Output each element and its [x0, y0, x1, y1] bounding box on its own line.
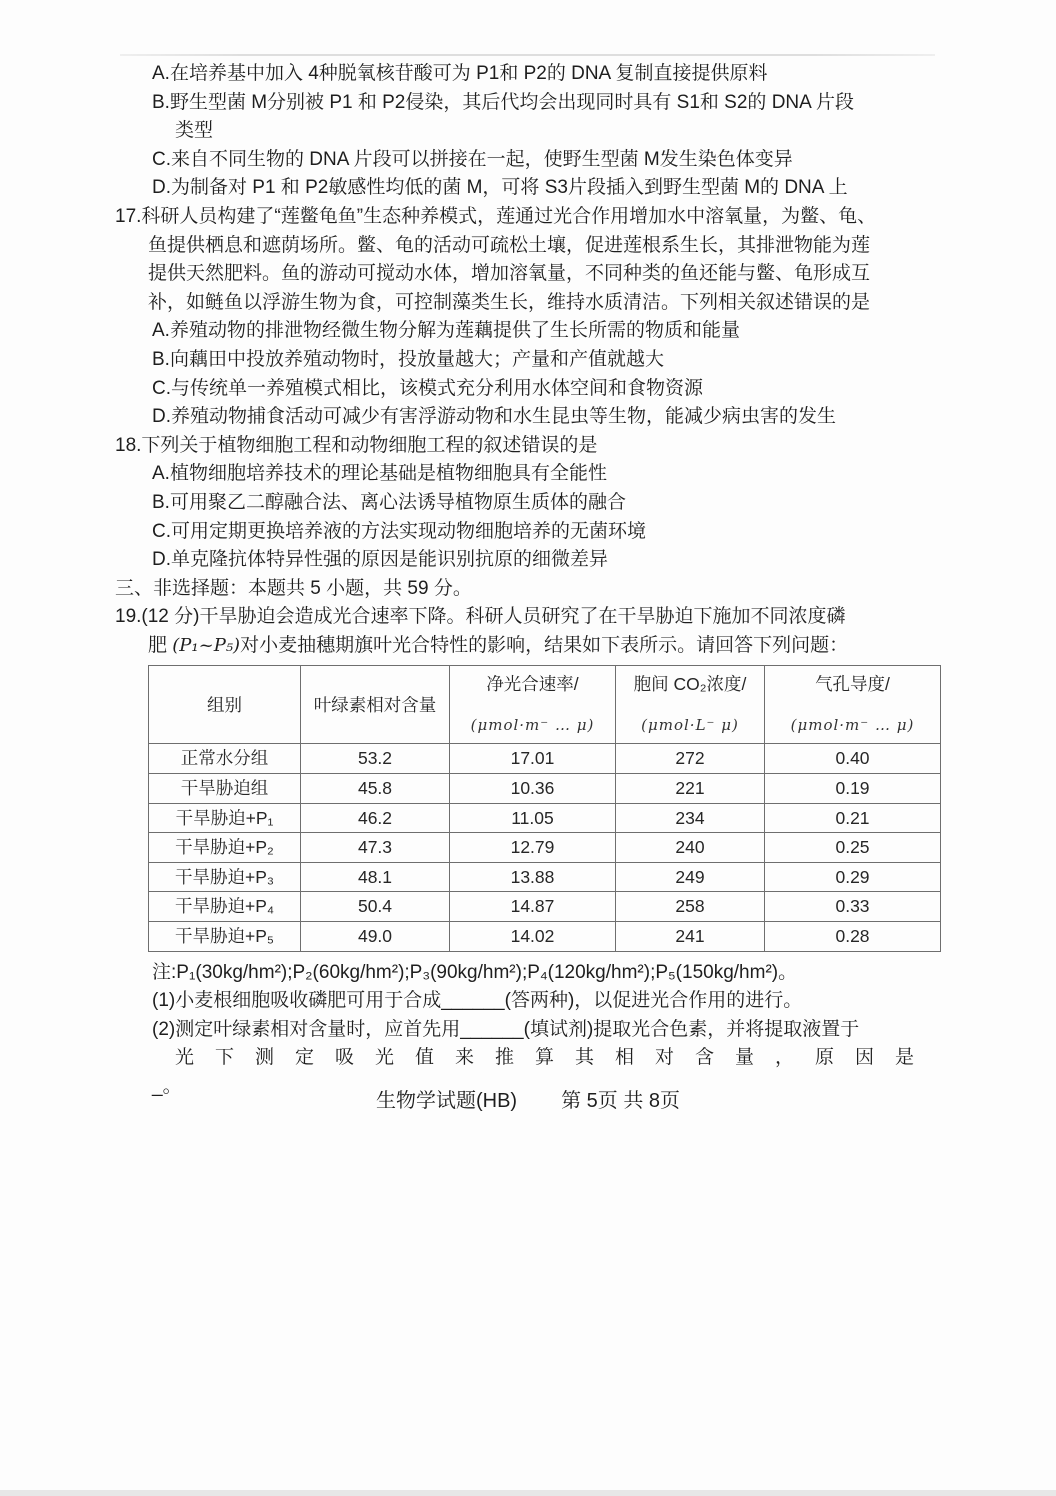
table-cell: 干旱胁迫+P₂	[149, 833, 301, 863]
table-cell: 49.0	[301, 922, 450, 952]
q18-option-a: A.植物细胞培养技术的理论基础是植物细胞具有全能性	[152, 463, 607, 485]
table-cell: 干旱胁迫+P₄	[149, 892, 301, 922]
table-cell: 14.02	[450, 922, 616, 952]
q17-stem-line-2: 鱼提供栖息和遮荫场所。鳖、龟的活动可疏松土壤，促进莲根系生长，其排泄物能为莲	[148, 234, 871, 256]
q18-stem: 18.下列关于植物细胞工程和动物细胞工程的叙述错误的是	[115, 434, 598, 456]
table-cell: 0.19	[765, 774, 941, 804]
table-cell: 45.8	[301, 774, 450, 804]
table-cell: 正常水分组	[149, 744, 301, 774]
col-header-conductance-label: 气孔导度/	[815, 673, 890, 694]
table-cell: 0.25	[765, 833, 941, 863]
q19-sub2-line-2: 光下测定吸光值来推算其相对含量，原因是	[175, 1047, 936, 1069]
q19-sub1: (1)小麦根细胞吸收磷肥可用于合成______(答两种)，以促进光合作用的进行。	[152, 990, 803, 1012]
q19-data-table	[148, 665, 941, 951]
col-header-group	[149, 666, 301, 744]
table-cell: 241	[616, 922, 765, 952]
footer-page-number: 第 5页 共 8页	[561, 1090, 681, 1112]
q17-option-b: B.向藕田中投放养殖动物时，投放量越大；产量和产值就越大	[152, 348, 664, 370]
table-cell: 0.29	[765, 862, 941, 892]
q18-option-c: C.可用定期更换培养液的方法实现动物细胞培养的无菌环境	[152, 520, 647, 542]
table-cell: 干旱胁迫组	[149, 774, 301, 804]
table-cell: 干旱胁迫+P₅	[149, 922, 301, 952]
table-cell: 0.21	[765, 803, 941, 833]
table-row	[149, 862, 941, 892]
q19-p-range: (P₁~P₅)	[172, 634, 241, 656]
q19-intro-post: 对小麦抽穗期旗叶光合特性的影响，结果如下表所示。请回答下列问题：	[240, 634, 849, 656]
col-header-co2-label: 胞间 CO₂浓度/	[633, 673, 747, 694]
table-cell: 干旱胁迫+P₁	[149, 803, 301, 833]
table-cell: 12.79	[450, 833, 616, 863]
q19-intro-line-1: 19.(12 分)干旱胁迫会造成光合速率下降。科研人员研究了在干旱胁迫下施加不同浓度磷	[115, 606, 846, 628]
col-unit-net-photosynthesis: (μmol·m⁻ … μ)	[470, 716, 595, 735]
q17-stem-line-4: 补，如鲢鱼以浮游生物为食，可控制藻类生长，维持水质清洁。下列相关叙述错误的是	[148, 291, 871, 313]
q19-sub2-line-1: (2)测定叶绿素相对含量时，应首先用______(填试剂)提取光合色素，并将提取液置于	[152, 1018, 860, 1040]
table-cell: 0.28	[765, 922, 941, 952]
q19-note: 注:P₁(30kg/hm²);P₂(60kg/hm²);P₃(90kg/hm²);P₄(120kg/hm²);P₅(150kg/hm²)。	[152, 961, 798, 983]
table-cell: 272	[616, 744, 765, 774]
table-cell: 干旱胁迫+P₃	[149, 862, 301, 892]
table-cell: 14.87	[450, 892, 616, 922]
q16-option-c: C.来自不同生物的 DNA 片段可以拼接在一起，使野生型菌 M发生染色体变异	[152, 148, 793, 170]
q17-stem-line-3: 提供天然肥料。鱼的游动可搅动水体，增加溶氧量，不同种类的鱼还能与鳖、龟形成互	[148, 263, 871, 285]
q18-option-b: B.可用聚乙二醇融合法、离心法诱导植物原生质体的融合	[152, 491, 626, 513]
q17-option-d: D.养殖动物捕食活动可减少有害浮游动物和水生昆虫等生物，能减少病虫害的发生	[152, 406, 837, 428]
table-cell: 240	[616, 833, 765, 863]
table-cell: 0.40	[765, 744, 941, 774]
table-row	[149, 922, 941, 952]
col-header-conductance	[765, 666, 941, 744]
table-cell: 234	[616, 803, 765, 833]
q16-option-a: A.在培养基中加入 4种脱氧核苷酸可为 P1和 P2的 DNA 复制直接提供原料	[152, 63, 768, 84]
q16-option-b-wrap: 类型	[175, 120, 214, 142]
table-cell: 11.05	[450, 803, 616, 833]
col-header-co2	[616, 666, 765, 744]
table-header-row	[149, 666, 941, 744]
page-bottom-edge	[0, 1490, 1056, 1496]
table-cell: 13.88	[450, 862, 616, 892]
q19-intro-line-2	[148, 632, 945, 661]
col-header-net-photosynthesis-label: 净光合速率/	[486, 673, 579, 694]
q19-sub2-blank-end: _。	[152, 1076, 182, 1097]
table-cell: 50.4	[301, 892, 450, 922]
table-row	[149, 744, 941, 774]
table-cell: 17.01	[450, 744, 616, 774]
table-cell: 47.3	[301, 833, 450, 863]
table-cell: 258	[616, 892, 765, 922]
table-cell: 221	[616, 774, 765, 804]
footer-exam-title: 生物学试题(HB)	[375, 1090, 518, 1112]
table-row	[149, 803, 941, 833]
col-header-chlorophyll	[301, 666, 450, 744]
table-row	[149, 774, 941, 804]
q18-option-d: D.单克隆抗体特异性强的原因是能识别抗原的细微差异	[152, 549, 609, 571]
page-footer	[0, 1084, 1056, 1113]
col-header-net-photosynthesis	[450, 666, 616, 744]
table-cell: 10.36	[450, 774, 616, 804]
q17-option-a: A.养殖动物的排泄物经微生物分解为莲藕提供了生长所需的物质和能量	[152, 320, 740, 342]
table-cell: 46.2	[301, 803, 450, 833]
section-3-header: 三、非选择题：本题共 5 小题，共 59 分。	[115, 577, 472, 599]
table-row	[149, 833, 941, 863]
col-header-chlorophyll-label: 叶绿素相对含量	[313, 694, 437, 715]
col-unit-co2: (μmol·L⁻ μ)	[641, 715, 739, 734]
table-cell: 48.1	[301, 862, 450, 892]
q17-option-c: C.与传统单一养殖模式相比，该模式充分利用水体空间和食物资源	[152, 377, 704, 399]
q17-stem-line-1: 17.科研人员构建了“莲鳖龟鱼”生态种养模式，莲通过光合作用增加水中溶氧量，为鳖、龟、	[115, 205, 877, 227]
table-cell: 0.33	[765, 892, 941, 922]
col-header-group-label: 组别	[207, 694, 242, 715]
q16-option-b: B.野生型菌 M分别被 P1 和 P2侵染，其后代均会出现同时具有 S1和 S2的 DNA 片段	[152, 91, 855, 113]
table-row	[149, 892, 941, 922]
exam-content	[115, 56, 945, 1102]
table-cell: 249	[616, 862, 765, 892]
table-cell: 53.2	[301, 744, 450, 774]
q19-intro-pre: 肥	[148, 634, 173, 656]
col-unit-conductance: (μmol·m⁻ … μ)	[790, 716, 915, 735]
q16-option-d: D.为制备对 P1 和 P2敏感性均低的菌 M，可将 S3片段插入到野生型菌 M的 DNA 上	[152, 177, 848, 199]
